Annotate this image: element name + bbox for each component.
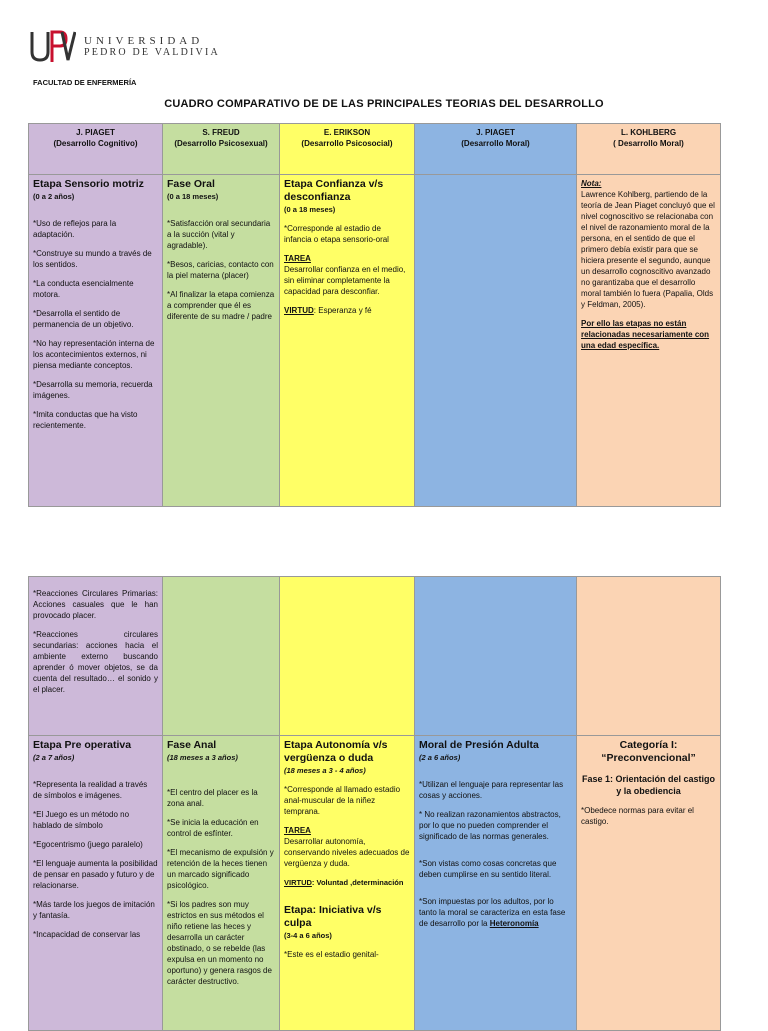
cell-freud-empty (163, 577, 280, 736)
cell-freud-oral (163, 175, 280, 507)
stage-title: Fase Anal (167, 739, 217, 751)
cell-piaget-moral-adult-pressure (415, 736, 577, 1031)
list-item: *Representa la realidad a través de símbolos e imágenes. (33, 780, 148, 800)
list-item: *El lenguaje aumenta la posibilidad de pensar en pasado y futuro y de relacionarse. (33, 859, 158, 890)
category-title: Categoría I: (619, 739, 678, 751)
header-erikson: E. ERIKSON (Desarrollo Psicosocial) (280, 124, 415, 175)
logo-line-name: PEDRO DE VALDIVIA (84, 47, 220, 58)
row-stage-1 (29, 175, 721, 507)
comparison-table-1 (28, 123, 721, 507)
task-text: Desarrollar confianza en el medio, sin eliminar completamente la capacidad para desconfiar. (284, 265, 406, 296)
document-title: CUADRO COMPARATIVO DE DE LAS PRINCIPALES TEORIAS DEL DESARROLLO (164, 98, 604, 110)
task-text: Desarrollar autonomía, conservando niveles adecuados de vergüenza y duda. (284, 837, 410, 868)
list-item: *Son impuestas por los adultos, por lo tanto la moral se caracteriza en esta fase de desarrollo por la Heteronomía (419, 897, 566, 928)
task-label: TAREA (284, 254, 311, 263)
cell-erikson-empty (280, 577, 415, 736)
logo-line-university: UNIVERSIDAD (84, 35, 204, 47)
list-item: *Se inicia la educación en control de esfínter. (167, 818, 259, 838)
stage-age: (18 meses a 3 años) (167, 753, 238, 762)
cell-piaget-sensorimotor (29, 175, 163, 507)
list-item: *Si los padres son muy estrictos en sus métodos el niño retiene las heces y desarrolla un carácter obstinado, o se rebelde (las expulsa en un momento no oportuno) y genera rasgos de carácter destructivo. (167, 900, 272, 986)
cell-kohlberg-preconventional (577, 736, 721, 1031)
stage-age: (18 meses a 3 - 4 años) (284, 766, 366, 775)
stage-title-2: Etapa: Iniciativa v/s culpa (284, 904, 382, 929)
header-row (29, 124, 721, 175)
header-piaget-cognitive: J. PIAGET (Desarrollo Cognitivo) (29, 124, 163, 175)
faculty-label: FACULTAD DE ENFERMERÍA (33, 78, 137, 87)
cell-erikson-autonomy (280, 736, 415, 1031)
cell-piaget-circular-reactions (29, 577, 163, 736)
task-label: TAREA (284, 826, 311, 835)
stage-age: (0 a 2 años) (33, 192, 75, 201)
cell-piaget-moral-empty-2 (415, 577, 577, 736)
list-item: *El Juego es un método no hablado de símbolo (33, 810, 130, 830)
list-item: *Satisfacción oral secundaria a la succión (vital y agradable). (167, 219, 271, 250)
cell-piaget-moral-empty (415, 175, 577, 507)
cell-freud-anal (163, 736, 280, 1031)
list-item: *El centro del placer es la zona anal. (167, 788, 258, 808)
stage-title: Moral de Presión Adulta (419, 739, 539, 751)
list-item: *Incapacidad de conservar las (33, 930, 141, 939)
stage-title: Fase Oral (167, 178, 215, 190)
list-item: *La conducta esencialmente motora. (33, 279, 134, 299)
row-stage-1-continued (29, 577, 721, 736)
list-item: *Corresponde al llamado estadio anal-muscular de la niñez temprana. (284, 785, 401, 816)
row-stage-2 (29, 736, 721, 1031)
comparison-table-2 (28, 576, 721, 1031)
list-item: *Besos, caricias, contacto con la piel materna (placer) (167, 260, 274, 280)
list-item: *Utilizan el lenguaje para representar las cosas y acciones. (419, 780, 564, 800)
list-item: *Desarrolla el sentido de permanencia de un objetivo. (33, 309, 134, 329)
stage-title: Etapa Pre operativa (33, 739, 132, 751)
note-text: Lawrence Kohlberg, partiendo de la teoría de Jean Piaget concluyó que el nivel cognoscitivo se relacionaba con el nivel de razonamiento moral de la persona, en el sentido de que el primero debía existir para que se hiciera presente el segundo, aunque un desarrollo cognoscitivo avanzado no garantizaba que el desarrollo moral también lo fuera (Papalia, Olds y Feldman, 2005). (581, 190, 715, 309)
list-item: *Este es el estadio genital- (284, 950, 379, 959)
list-item: *Reacciones Circulares Primarias: Acciones casuales que le han provocado placer. (33, 589, 158, 620)
list-item: *Egocentrismo (juego paralelo) (33, 840, 143, 849)
list-item: *Son vistas como cosas concretas que deben cumplirse en su sentido literal. (419, 859, 557, 879)
header-piaget-moral: J. PIAGET (Desarrollo Moral) (415, 124, 577, 175)
list-item: *Más tarde los juegos de imitación y fantasía. (33, 900, 155, 920)
virtue-line: VIRTUD: Voluntad ,determinación (284, 878, 404, 887)
stage-age-2: (3-4 a 6 años) (284, 931, 332, 940)
list-item: *Reacciones circulares secundarias: acciones hacia el ambiente externo buscando aprender ó mover objetos, se da cuenta del resultado… el sonido y el placer. (33, 630, 158, 694)
list-item: *Obedece normas para evitar el castigo. (581, 806, 694, 826)
virtue-line: VIRTUD: Esperanza y fé (284, 306, 372, 315)
list-item: *Al finalizar la etapa comienza a comprender que él es diferente de su madre / padre (167, 290, 275, 321)
list-item: *Desarrolla su memoria, recuerda imágenes. (33, 380, 153, 400)
header-kohlberg: L. KOHLBERG ( Desarrollo Moral) (577, 124, 721, 175)
cell-kohlberg-note (577, 175, 721, 507)
phase-title: Fase 1: Orientación del castigo y la obediencia (581, 774, 716, 796)
stage-title: Etapa Autonomía v/s vergüenza o duda (284, 739, 388, 764)
list-item: *Uso de reflejos para la adaptación. (33, 219, 117, 239)
list-item: *El mecanismo de expulsión y retención de la heces tienen un marcado significado psicológico. (167, 848, 274, 890)
note-emphasis: Por ello las etapas no están relacionadas necesariamente con una edad específica. (581, 319, 710, 350)
university-logo (30, 30, 220, 64)
upv-logo-mark (30, 30, 76, 64)
list-item: *No hay representación interna de los acontecimientos externos, ni piensa mediante conceptos. (33, 339, 155, 370)
stage-age: (0 a 18 meses) (284, 205, 336, 214)
stage-age: (2 a 7 años) (33, 753, 75, 762)
list-item: * No realizan razonamientos abstractos, por lo que no pueden comprender el significado de las normas generales. (419, 810, 561, 841)
stage-age: (0 a 18 meses) (167, 192, 219, 201)
cell-erikson-trust (280, 175, 415, 507)
category-subtitle: “Preconvencional” (601, 752, 696, 764)
list-item: *Construye su mundo a través de los sentidos. (33, 249, 152, 269)
stage-age: (2 a 6 años) (419, 753, 461, 762)
stage-title: Etapa Confianza v/s desconfianza (284, 178, 384, 203)
header-freud: S. FREUD (Desarrollo Psicosexual) (163, 124, 280, 175)
note-label: Nota: (581, 179, 602, 188)
list-item: *Corresponde al estadio de infancia o etapa sensorio-oral (284, 224, 389, 244)
cell-piaget-preoperational (29, 736, 163, 1031)
stage-title: Etapa Sensorio motriz (33, 178, 144, 190)
list-item: *Imita conductas que ha visto recientemente. (33, 410, 138, 430)
cell-kohlberg-empty (577, 577, 721, 736)
